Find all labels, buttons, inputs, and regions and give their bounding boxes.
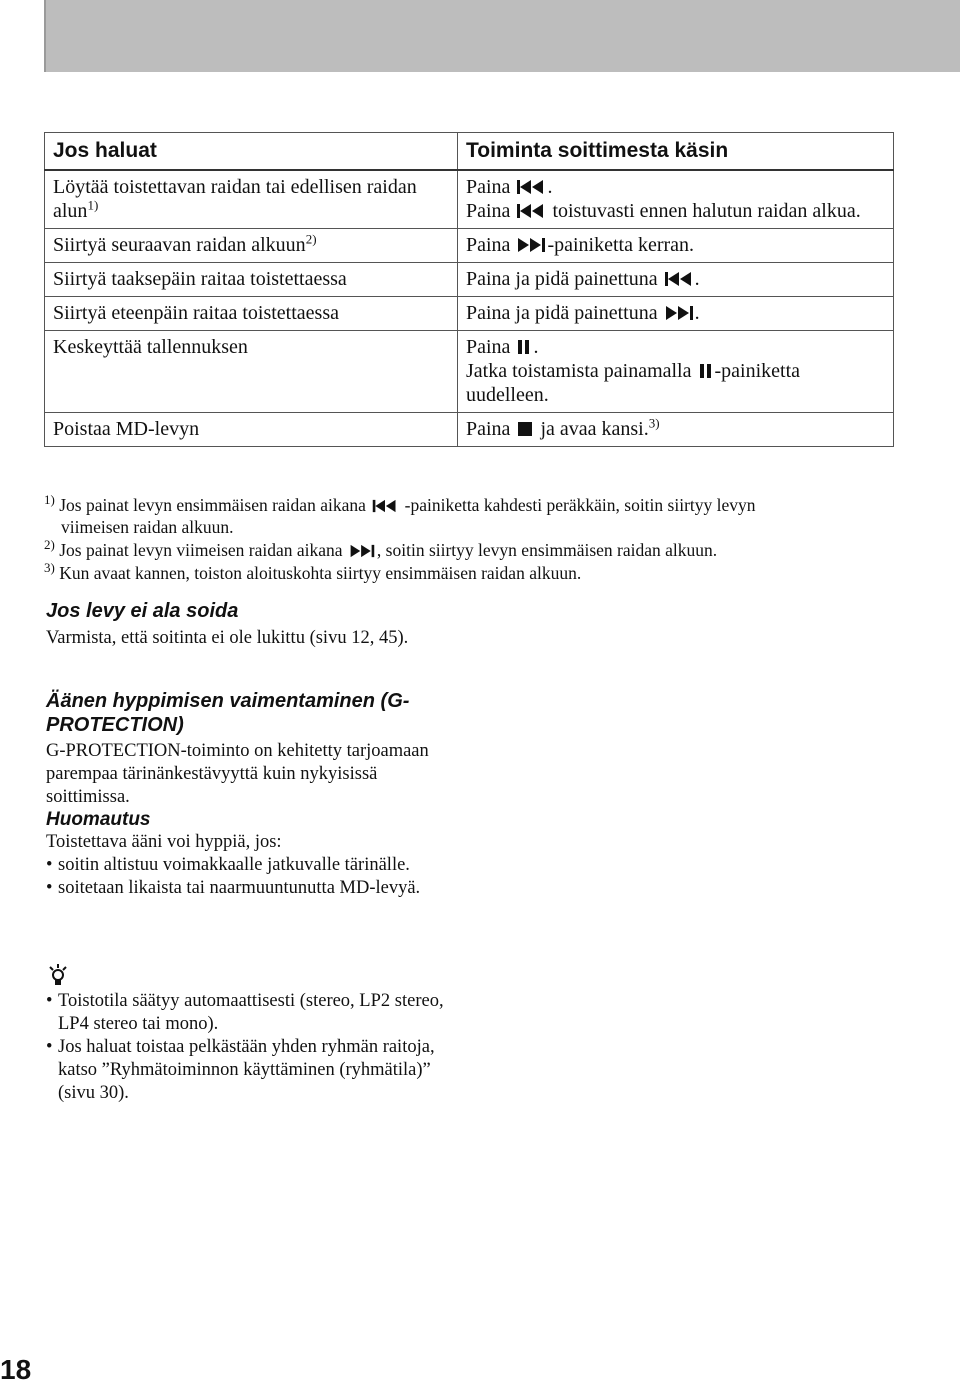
- footnote-mark: 2): [44, 537, 55, 553]
- note-title: Huomautus: [46, 809, 151, 830]
- table-header-row: [45, 133, 894, 171]
- table-row: [45, 263, 894, 297]
- pause-icon: [699, 363, 713, 379]
- header-left: Jos haluat: [45, 133, 458, 171]
- footnote: [44, 562, 924, 584]
- row-right-text: .: [547, 176, 553, 198]
- row-left: Siirtyä eteenpäin raitaa toistettaessa: [45, 297, 458, 331]
- lightbulb-icon: [46, 964, 70, 988]
- table-row: [45, 331, 894, 413]
- hint-bullets: [46, 990, 446, 1105]
- row-right: [458, 331, 894, 413]
- prev-track-icon: [372, 499, 398, 513]
- section-body: G-PROTECTION-toiminto on kehitetty tarjoamaan parempaa tärinänkestävyyttä kuin nykyisissä soittimissa.: [46, 741, 429, 807]
- row-right-text: Paina: [466, 336, 511, 358]
- row-right-text: toistuvasti ennen halutun raidan alkua.: [552, 200, 861, 222]
- row-left: [45, 170, 458, 229]
- section-title: Äänen hyppimisen vaimentaminen (G-PROTECTION): [46, 690, 410, 736]
- footnote-mark: 3): [44, 560, 55, 576]
- row-right: [458, 229, 894, 263]
- stop-icon: [517, 421, 533, 437]
- row-right-text: Jatka toistamista painamalla: [466, 360, 692, 382]
- row-left-text: Siirtyä seuraavan raidan alkuun: [53, 234, 306, 256]
- row-right: [458, 297, 894, 331]
- operations-table: [44, 132, 894, 447]
- row-left: [45, 229, 458, 263]
- list-item: • Toistotila säätyy automaattisesti (stereo, LP2 stereo, LP4 stereo tai mono).: [46, 990, 446, 1036]
- next-track-icon: [665, 305, 693, 321]
- list-item: • soitetaan likaista tai naarmuuntunutta MD-levyä.: [46, 877, 446, 900]
- header-bar: [44, 0, 960, 72]
- prev-track-icon: [665, 271, 693, 287]
- footnote-text: Jos painat levyn viimeisen raidan aikana: [59, 540, 343, 560]
- row-right-text: .: [694, 268, 700, 290]
- row-left-text: Löytää toistettavan raidan tai edellisen raidan alun: [53, 176, 417, 222]
- list-item: • soitin altistuu voimakkaalle jatkuvalle tärinälle.: [46, 854, 446, 877]
- section-g-protection: [46, 689, 446, 900]
- row-right: [458, 263, 894, 297]
- footnote-ref: 2): [305, 231, 317, 247]
- next-track-icon: [517, 237, 545, 253]
- row-left: Siirtyä taaksepäin raitaa toistettaessa: [45, 263, 458, 297]
- page-number: 18: [0, 1354, 32, 1385]
- footnotes: [44, 494, 924, 585]
- row-right-text: Paina: [466, 176, 511, 198]
- row-right-text: -painiketta kerran.: [547, 234, 695, 256]
- row-right-text: Paina: [466, 200, 511, 222]
- row-right: [458, 413, 894, 447]
- footnote-ref: 3): [648, 415, 660, 431]
- row-left: Keskeyttää tallennuksen: [45, 331, 458, 413]
- next-track-icon: [349, 544, 375, 558]
- prev-track-icon: [517, 203, 545, 219]
- footnote-text: Jos painat levyn ensimmäisen raidan aikana: [59, 495, 366, 515]
- row-right-text: ja avaa kansi.: [540, 418, 649, 440]
- row-right-text: Paina ja pidä painettuna: [466, 268, 658, 290]
- section-title: Jos levy ei ala soida: [46, 600, 239, 622]
- footnote: [44, 494, 924, 538]
- section-no-play: [46, 599, 446, 650]
- row-left: Poistaa MD-levyn: [45, 413, 458, 447]
- footnote-text: viimeisen raidan alkuun.: [61, 517, 234, 537]
- table-row: [45, 170, 894, 229]
- row-right-text: .: [694, 302, 700, 324]
- table-row: [45, 413, 894, 447]
- row-right-text: -painiketta uudelleen.: [466, 360, 801, 406]
- pause-icon: [517, 339, 531, 355]
- header-right: Toiminta soittimesta käsin: [458, 133, 894, 171]
- row-right: [458, 170, 894, 229]
- footnote-mark: 1): [44, 492, 55, 508]
- row-right-text: .: [533, 336, 539, 358]
- row-right-text: Paina ja pidä painettuna: [466, 302, 658, 324]
- section-body: Varmista, että soitinta ei ole lukittu (sivu 12, 45).: [46, 628, 409, 648]
- footnote-text: Kun avaat kannen, toiston aloituskohta siirtyy ensimmäisen raidan alkuun.: [59, 563, 582, 583]
- section-hints: [46, 990, 446, 1105]
- table-row: [45, 297, 894, 331]
- note-bullets: [46, 854, 446, 900]
- prev-track-icon: [517, 179, 545, 195]
- table-row: [45, 229, 894, 263]
- footnote-text: -painiketta kahdesti peräkkäin, soitin siirtyy levyn: [404, 495, 756, 515]
- list-item: • Jos haluat toistaa pelkästään yhden ryhmän raitoja, katso ”Ryhmätoiminnon käyttäminen (ryhmätila)” (sivu 30).: [46, 1036, 446, 1105]
- row-right-text: Paina: [466, 234, 511, 256]
- footnote-text: , soitin siirtyy levyn ensimmäisen raidan alkuun.: [376, 540, 718, 560]
- footnote: [44, 539, 924, 561]
- footnote-ref: 1): [87, 197, 99, 213]
- row-right-text: Paina: [466, 418, 511, 440]
- note-body: Toistettava ääni voi hyppiä, jos:: [46, 832, 282, 852]
